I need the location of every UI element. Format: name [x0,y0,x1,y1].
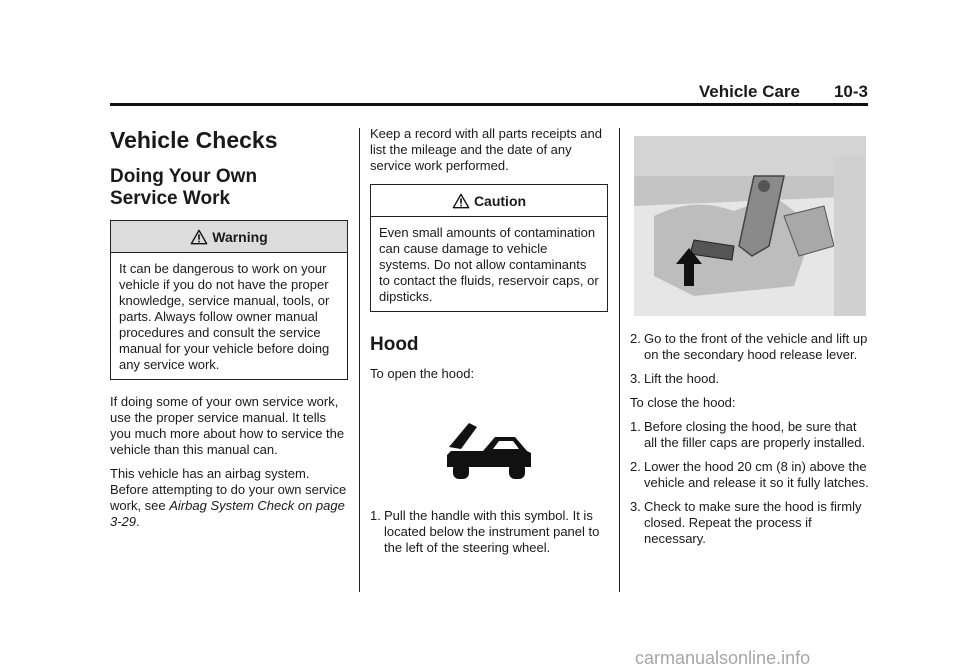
list-item: 3. Lift the hood. [630,371,720,386]
caution-box [370,184,608,312]
close-steps-list [630,419,870,547]
column-divider [619,128,620,592]
warning-triangle-icon [190,229,208,245]
column-divider [359,128,360,592]
warning-body [111,253,347,379]
caution-triangle-icon [452,193,470,209]
page-number: 10-3 [833,82,868,101]
caution-header [371,185,607,217]
watermark: carmanualsonline.info [635,648,811,668]
open-hood-text: To open the hood: [370,366,475,381]
page-header [110,80,868,106]
section-title: Vehicle Care [698,82,800,101]
paragraph: If doing some of your own service work, use the proper service manual. It tells you much more about how to service the vehicle than this manual can. [110,394,345,457]
column-3 [630,136,870,555]
cross-reference-link[interactable]: Airbag System Check on page 3-29 [110,498,345,529]
column-2 [370,126,608,564]
paragraph: Keep a record with all parts receipts and list the mileage and the date of any service work performed. [370,126,602,173]
list-item: 3. Check to make sure the hood is firmly closed. Repeat the process if necessary. [630,499,862,546]
warning-header [111,221,347,253]
warning-label: Warning [212,228,268,245]
list-item: 2. Go to the front of the vehicle and lift up on the secondary hood release lever. [630,331,868,362]
warning-box [110,220,348,380]
warning-text: It can be dangerous to work on your vehicle if you do not have the proper knowledge, service manual, tools, or parts. Always follow owner manual procedures and consult the service manual for your vehicle before doing any service work. [119,261,330,372]
list-item: 1. Before closing the hood, be sure that all the filler caps are properly installed. [630,419,866,450]
chapter-heading: Vehicle Checks [110,127,278,153]
open-steps-continued [630,331,870,387]
hood-latch-photo [634,136,866,316]
hood-symbol [370,390,608,508]
caution-body [371,217,607,311]
section-heading: Doing Your Own Service Work [110,166,258,209]
close-hood-text: To close the hood: [630,395,736,410]
column-1 [110,126,348,538]
paragraph-airbag: This vehicle has an airbag system. Before attempting to do your own service work, see Airbag System Check on page 3-29. [110,466,347,529]
open-steps-list [370,508,608,556]
list-item: 2. Lower the hood 20 cm (8 in) above the vehicle and release it so it fully latches. [630,459,869,490]
hood-heading: Hood [370,334,419,355]
caution-label: Caution [473,192,527,209]
list-item: 1. Pull the handle with this symbol. It is located below the instrument panel to the left of the steering wheel. [370,508,600,555]
hood-open-icon [443,417,535,481]
caution-text: Even small amounts of contamination can cause damage to vehicle systems. Do not allow contaminants to contact the fluids, reservoir caps, or dipsticks. [379,225,599,304]
